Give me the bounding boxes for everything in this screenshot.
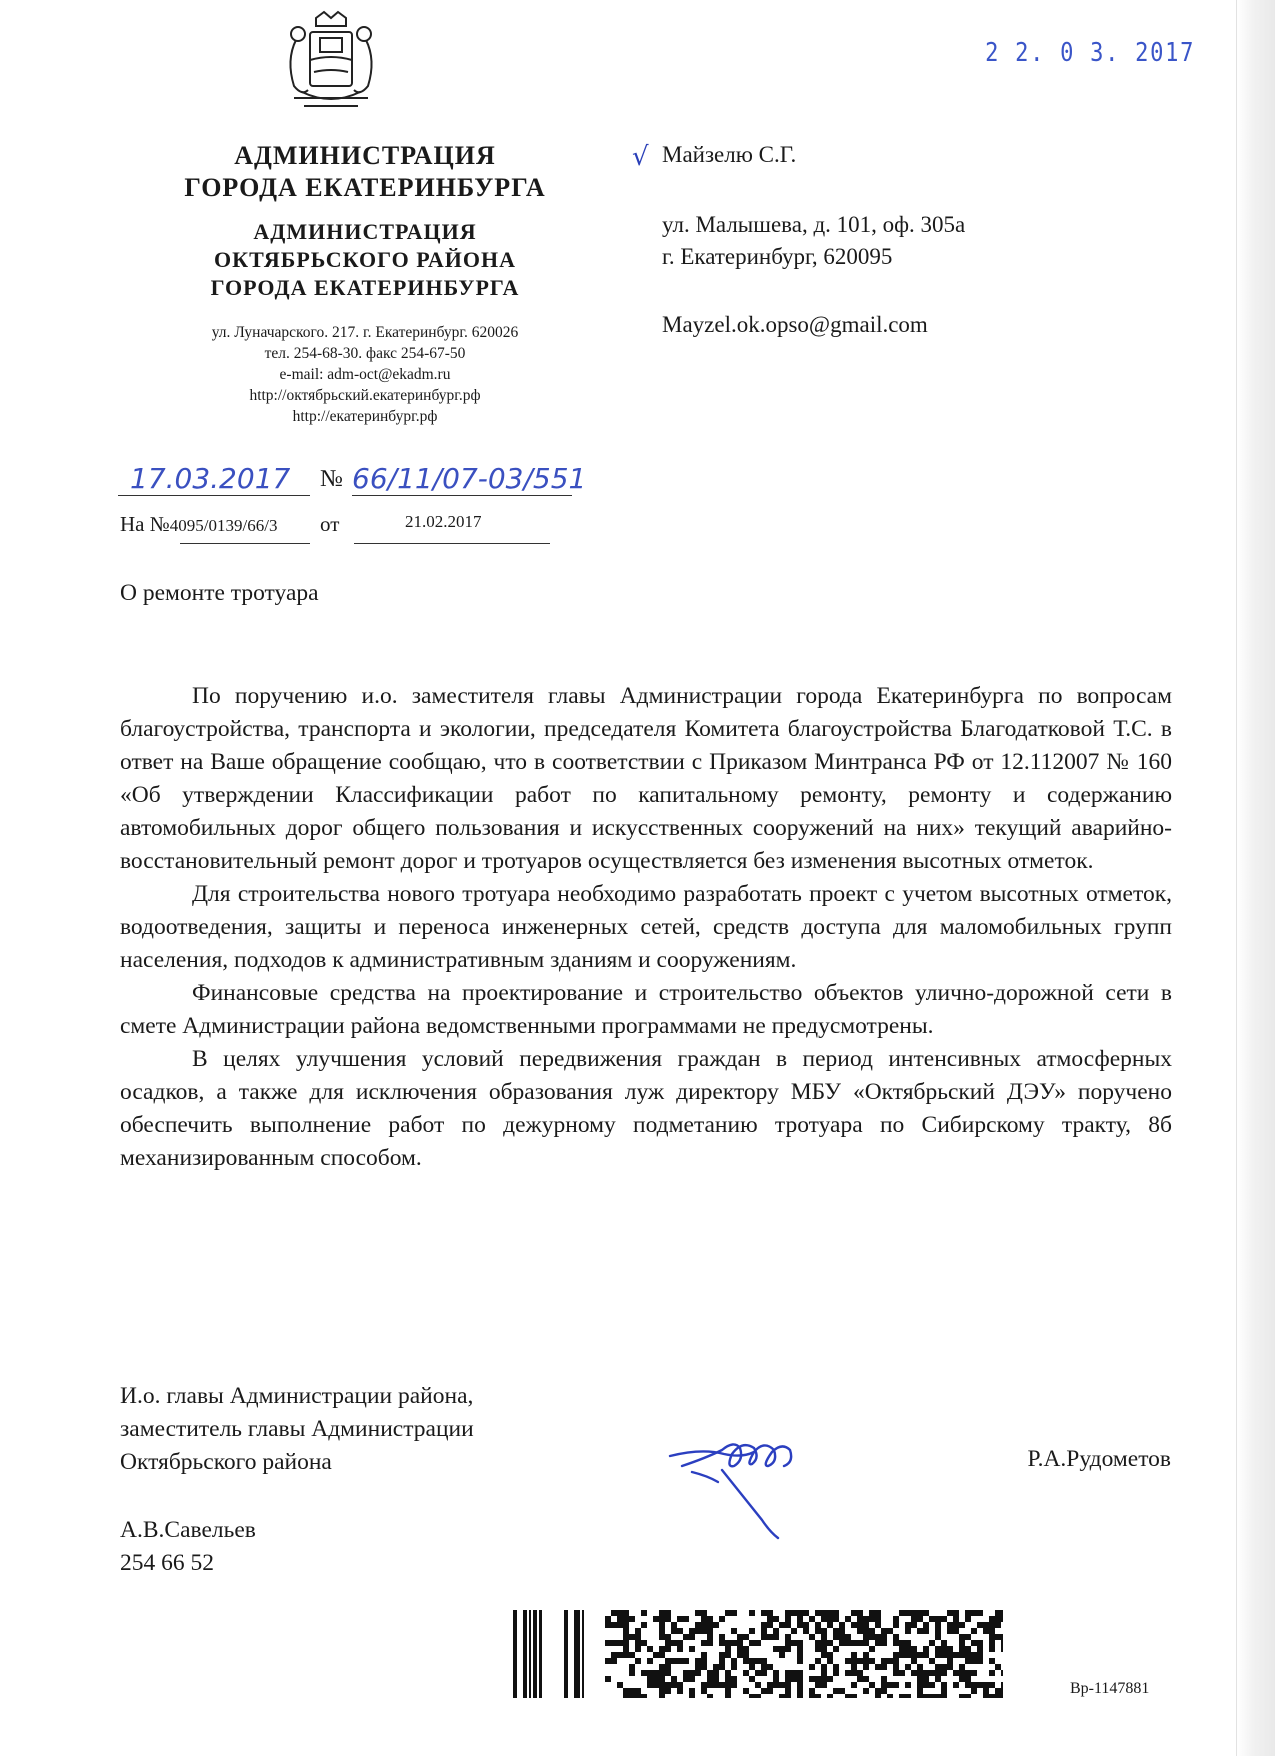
paper-fold-line xyxy=(1236,0,1237,1756)
org-contacts xyxy=(120,322,610,427)
signatory-position xyxy=(120,1380,474,1479)
org-district-administration xyxy=(120,218,610,302)
reference-date: 21.02.2017 xyxy=(405,512,482,531)
reference-date-underline xyxy=(354,543,550,544)
paragraph: По поручению и.о. заместителя главы Администрации города Екатеринбурга по вопросам благоустройства, транспорта и экологии, председателя Комитета благоустройства Благодатковой Т.С. в ответ на Ваше обращение сообщаю, что в соответствии с Приказом Минтранса РФ от 12.112007 № 160 «Об утверждении Классификации работ по капитальному ремонту, ремонту и содержанию автомобильных дорог общего пользования и искусственных сооружений на них» текущий аварийно-восстановительный ремонт дорог и тротуаров осуществляется без изменения высотных отметок. xyxy=(120,683,1172,874)
org-phone: тел. 254-68-30. факс 254-67-50 xyxy=(264,345,466,362)
org-line: АДМИНИСТРАЦИЯ xyxy=(234,141,496,170)
reference-line xyxy=(120,512,277,537)
org-line: ГОРОДА ЕКАТЕРИНБУРГА xyxy=(184,173,546,202)
handwritten-signature xyxy=(662,1410,822,1540)
reference-number: 4095/0139/66/3 xyxy=(169,516,278,535)
date-underline xyxy=(118,495,310,496)
city-website: http://екатеринбург.рф xyxy=(292,408,438,425)
executor-phone: 254 66 52 xyxy=(120,1550,214,1576)
org-city-administration xyxy=(120,140,610,204)
document-barcode xyxy=(513,1610,1003,1698)
recipient-street: ул. Малышева, д. 101, оф. 305а xyxy=(662,212,966,237)
paragraph: Для строительства нового тротуара необходимо разработать проект с учетом высотных отметок, водоотведения, защиты и переноса инженерных сетей, средств доступа для маломобильных групп населения, подходов к административным зданиям и сооружениям. xyxy=(120,881,1172,973)
coat-of-arms-icon xyxy=(272,10,390,120)
paragraph: Финансовые средства на проектирование и строительство объектов улично-дорожной сети в смете Администрации района ведомственными программами не предусмотрены. xyxy=(120,980,1172,1039)
letter-subject: О ремонте тротуара xyxy=(120,580,319,606)
org-line: ОКТЯБРЬСКОГО РАЙОНА xyxy=(214,247,516,272)
signer-name: Р.А.Рудометов xyxy=(1027,1446,1171,1472)
org-address: ул. Луначарского. 217. г. Екатеринбург. 620026 xyxy=(211,324,519,341)
position-line: Октябрьского района xyxy=(120,1449,332,1475)
executor-block xyxy=(120,1514,256,1580)
outgoing-number: 66/11/07-03/551 xyxy=(352,462,587,495)
reference-underline xyxy=(180,543,310,544)
reference-prefix: На № xyxy=(120,512,170,536)
position-line: И.о. главы Администрации района, xyxy=(120,1383,474,1409)
number-sign: № xyxy=(320,466,343,492)
page-edge-shadow xyxy=(1237,0,1275,1756)
outgoing-date: 17.03.2017 xyxy=(130,462,291,495)
paragraph: В целях улучшения условий передвижения граждан в период интенсивных атмосферных осадков, а также для исключения образования луж директору МБУ «Октябрьский ДЭУ» поручено обеспечить выполнение работ по дежурному подметанию тротуара по Сибирскому тракту, 8б механизированным способом. xyxy=(120,1046,1172,1171)
document-code: Вр-1147881 xyxy=(1070,1680,1150,1697)
check-mark-icon: √ xyxy=(632,142,649,172)
recipient-city: г. Екатеринбург, 620095 xyxy=(662,244,893,269)
org-website: http://октябрьский.екатеринбург.рф xyxy=(249,387,481,404)
org-line: АДМИНИСТРАЦИЯ xyxy=(253,219,477,244)
recipient-name: Майзелю С.Г. xyxy=(662,142,797,167)
org-email: e-mail: adm-oct@ekadm.ru xyxy=(279,366,451,383)
org-line: ГОРОДА ЕКАТЕРИНБУРГА xyxy=(210,275,520,300)
executor-name: А.В.Савельев xyxy=(120,1517,256,1543)
letter-body xyxy=(120,680,1172,1175)
number-underline xyxy=(352,495,572,496)
position-line: заместитель главы Администрации xyxy=(120,1416,474,1442)
recipient-email: Mayzel.ok.opso@gmail.com xyxy=(662,312,928,337)
reference-from: от xyxy=(320,512,340,536)
received-stamp-date: 2 2. 0 3. 2017 xyxy=(984,38,1195,68)
